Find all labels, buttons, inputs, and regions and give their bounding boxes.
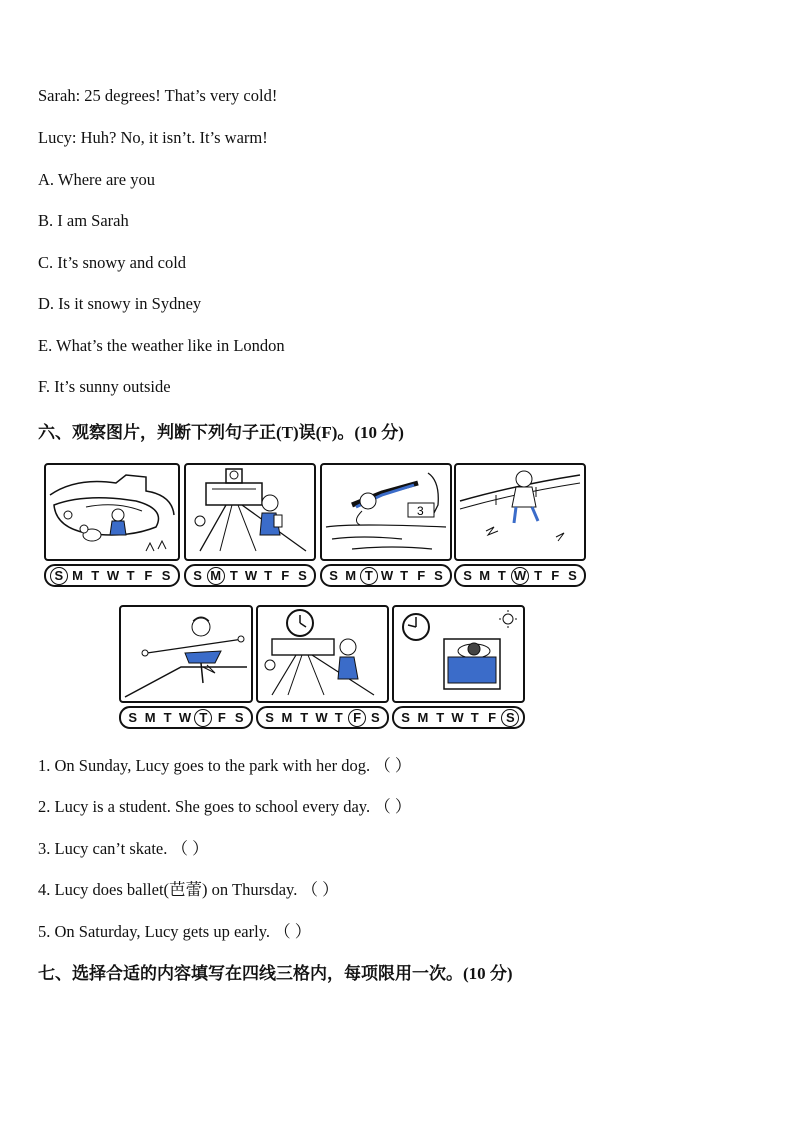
day-letter: F (281, 567, 290, 583)
circled-day-letter: M (207, 567, 225, 585)
day-letter: M (479, 567, 491, 583)
day-letter: T (264, 567, 273, 583)
option-e: E. What’s the weather like in London (38, 336, 285, 355)
day-letter: W (178, 709, 192, 725)
option-c: C. It’s snowy and cold (38, 253, 187, 272)
day-letter: S (329, 567, 338, 583)
option-d: D. Is it snowy in Sydney (38, 294, 202, 313)
picture-school-with-clock (256, 605, 389, 729)
option-a: A. Where are you (38, 170, 155, 189)
circled-day-letter: F (348, 709, 366, 727)
day-letter: S (434, 567, 443, 583)
picture-sleeping-in-bed (392, 605, 525, 729)
day-letter: S (128, 709, 138, 725)
day-letter: S (298, 567, 307, 583)
picture-ballet (119, 605, 253, 729)
picture-swimming (320, 463, 452, 587)
day-letter: S (463, 567, 472, 583)
day-letter: W (451, 709, 464, 725)
day-letter: T (400, 567, 409, 583)
day-letter: T (497, 567, 506, 583)
day-letter: W (106, 567, 120, 583)
circled-day-letter: S (50, 567, 68, 585)
dialogue-line-sarah: Sarah: 25 degrees! That’s very cold! (38, 86, 278, 105)
day-letter: W (380, 567, 394, 583)
weekday-strip (184, 564, 316, 587)
dialogue-line-lucy: Lucy: Huh? No, it isn’t. It’s warm! (38, 128, 268, 147)
day-letter: T (334, 709, 343, 725)
day-letter: F (417, 567, 426, 583)
day-letter: S (401, 709, 410, 725)
day-letter: M (72, 567, 83, 583)
day-letter: M (417, 709, 429, 725)
day-letter: M (144, 709, 156, 725)
picture-park-with-dog (44, 463, 180, 587)
day-letter: S (161, 567, 171, 583)
day-letter: T (163, 709, 172, 725)
day-letter: S (265, 709, 274, 725)
weekday-strip (454, 564, 586, 587)
circled-day-letter: W (511, 567, 529, 585)
weekday-strip (256, 706, 389, 729)
section-7-heading: 七、选择合适的内容填写在四线三格内，每项限用一次。(10 分) (38, 964, 513, 983)
day-letter: S (370, 709, 380, 725)
picture-skating (454, 463, 586, 587)
question-4: 4. Lucy does ballet(芭蕾) on Thursday. （ ） (38, 880, 339, 899)
circled-day-letter: S (501, 709, 519, 727)
day-letter: T (470, 709, 479, 725)
day-letter: T (91, 567, 100, 583)
day-letter: T (126, 567, 135, 583)
circled-day-letter: T (194, 709, 212, 727)
day-letter: S (568, 567, 577, 583)
picture-going-to-school (184, 463, 316, 587)
day-letter: M (281, 709, 293, 725)
question-3: 3. Lucy can’t skate. （ ） (38, 839, 209, 858)
day-letter: W (244, 567, 258, 583)
circled-day-letter: T (360, 567, 378, 585)
day-letter: W (315, 709, 328, 725)
question-2: 2. Lucy is a student. She goes to school every day. （ ） (38, 797, 412, 816)
day-letter: S (234, 709, 244, 725)
question-1: 1. On Sunday, Lucy goes to the park with her dog. （ ） (38, 756, 412, 775)
option-f: F. It’s sunny outside (38, 377, 171, 396)
day-letter: F (217, 709, 226, 725)
day-letter: F (488, 709, 497, 725)
day-letter: T (300, 709, 309, 725)
option-b: B. I am Sarah (38, 211, 129, 230)
day-letter: M (345, 567, 357, 583)
day-letter: S (193, 567, 202, 583)
day-letter: T (229, 567, 238, 583)
day-letter: F (144, 567, 153, 583)
day-letter: F (551, 567, 560, 583)
question-5: 5. On Saturday, Lucy gets up early. （ ） (38, 922, 312, 941)
svg-text:3: 3 (417, 504, 424, 518)
weekday-strip (320, 564, 452, 587)
section-6-heading: 六、观察图片，判断下列句子正(T)误(F)。(10 分) (38, 423, 404, 442)
weekday-strip (44, 564, 180, 587)
weekday-strip (392, 706, 525, 729)
day-letter: T (534, 567, 543, 583)
weekday-strip (119, 706, 253, 729)
day-letter: T (436, 709, 445, 725)
